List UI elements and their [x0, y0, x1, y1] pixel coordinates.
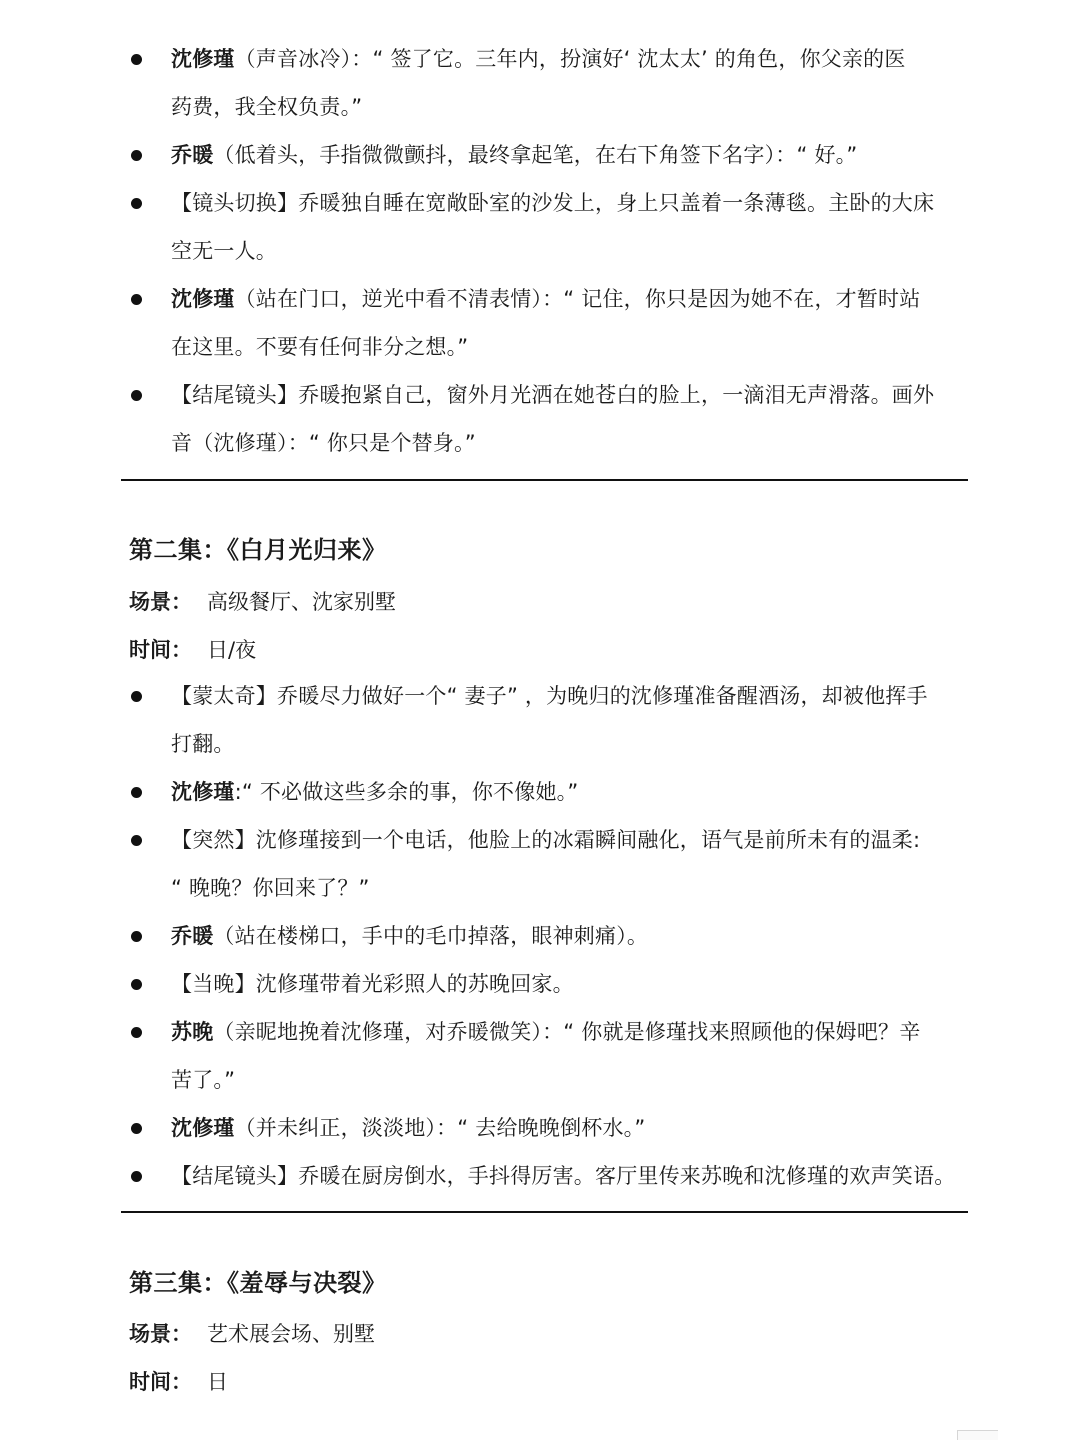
scene-row	[129, 1318, 375, 1348]
time-label: 时间：	[129, 1370, 192, 1394]
speaker-name: 沈修瑾	[171, 47, 235, 71]
speaker-name: 乔暖	[171, 143, 214, 167]
bullet-line: 沈修瑾:“ 不必做这些多余的事，你不像她。”	[171, 780, 579, 804]
bullet-dot	[131, 150, 142, 161]
time-row	[129, 1366, 228, 1396]
bullet-line: 打翻。	[171, 732, 235, 756]
episode-title: 第二集：《白月光归来》	[129, 536, 387, 564]
scene-value: 高级餐厅、沈家别墅	[207, 590, 396, 614]
section-divider	[121, 479, 968, 481]
bullet-dot	[131, 1171, 142, 1182]
bullet-dot	[131, 1123, 142, 1134]
bullet-line: 在这里。不要有任何非分之想。”	[171, 335, 469, 359]
bullet-line: 【结尾镜头】乔暖在厨房倒水，手抖得厉害。客厅里传来苏晚和沈修瑾的欢声笑语。	[171, 1164, 956, 1188]
scene-value: 艺术展会场、别墅	[207, 1322, 375, 1346]
bullet-line: 【镜头切换】乔暖独自睡在宽敞卧室的沙发上，身上只盖着一条薄毯。主卧的大床	[171, 191, 935, 215]
bullet-dot	[131, 787, 142, 798]
episode-title: 第三集：《羞辱与决裂》	[129, 1269, 387, 1297]
bullet-line: 苏晚（亲昵地挽着沈修瑾，对乔暖微笑）：“ 你就是修瑾找来照顾他的保姆吧？辛	[171, 1020, 921, 1044]
speaker-name: 沈修瑾	[171, 287, 235, 311]
bullet-dot	[131, 979, 142, 990]
bullet-line: 沈修瑾（并未纠正，淡淡地）：“ 去给晚晚倒杯水。”	[171, 1116, 646, 1140]
bullet-line: 【结尾镜头】乔暖抱紧自己，窗外月光洒在她苍白的脸上，一滴泪无声滑落。画外	[171, 383, 935, 407]
speaker-name: 沈修瑾	[171, 1116, 235, 1140]
bullet-dot	[131, 1027, 142, 1038]
bullet-line: 【当晚】沈修瑾带着光彩照人的苏晚回家。	[171, 972, 574, 996]
bullet-line: 乔暖（低着头，手指微微颤抖，最终拿起笔，在右下角签下名字）：“ 好。”	[171, 143, 858, 167]
bullet-dot	[131, 691, 142, 702]
bullet-dot	[131, 54, 142, 65]
bullet-line: 药费，我全权负责。”	[171, 95, 363, 119]
bullet-dot	[131, 931, 142, 942]
bullet-dot	[131, 294, 142, 305]
bullet-dot	[131, 198, 142, 209]
bullet-line: 音（沈修瑾）：“ 你只是个替身。”	[171, 431, 476, 455]
bullet-line: 【蒙太奇】乔暖尽力做好一个“ 妻子” ，为晚归的沈修瑾准备醒酒汤，却被他挥手	[171, 684, 928, 708]
bullet-line: “ 晚晚？你回来了？”	[171, 876, 370, 900]
bullet-line: 苦了。”	[171, 1068, 236, 1092]
section-divider	[121, 1211, 968, 1213]
speaker-name: 苏晚	[171, 1020, 214, 1044]
scene-label: 场景：	[129, 590, 192, 614]
time-label: 时间：	[129, 638, 192, 662]
bullet-line: 沈修瑾（站在门口，逆光中看不清表情）：“ 记住，你只是因为她不在，才暂时站	[171, 287, 921, 311]
bullet-line: 乔暖（站在楼梯口，手中的毛巾掉落，眼神刺痛）。	[171, 924, 649, 948]
bullet-line: 【突然】沈修瑾接到一个电话，他脸上的冰霜瞬间融化，语气是前所未有的温柔:	[171, 828, 921, 852]
bullet-dot	[131, 390, 142, 401]
speaker-name: 乔暖	[171, 924, 214, 948]
time-value: 日/夜	[207, 638, 257, 662]
time-value: 日	[207, 1370, 228, 1394]
time-row	[129, 634, 256, 664]
speaker-name: 沈修瑾	[171, 780, 235, 804]
bullet-line: 沈修瑾（声音冰冷）：“ 签了它。三年内，扮演好‘ 沈太太’ 的角色，你父亲的医	[171, 47, 906, 71]
bullet-line: 空无一人。	[171, 239, 277, 263]
scene-row	[129, 586, 396, 616]
scene-label: 场景：	[129, 1322, 192, 1346]
bullet-dot	[131, 835, 142, 846]
